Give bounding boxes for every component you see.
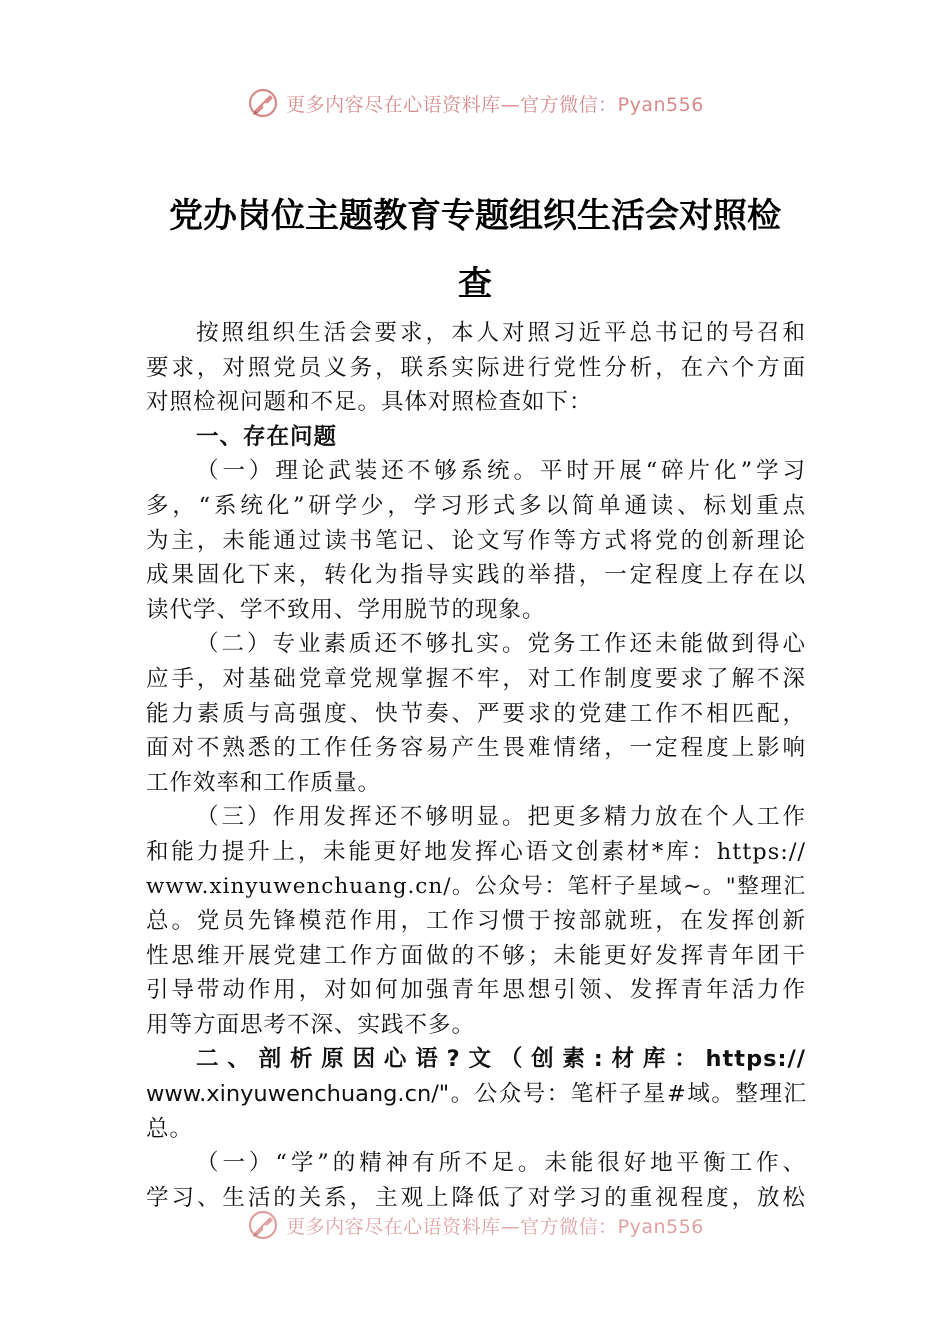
- body-line: （二）专业素质还不够扎实。党务工作还未能做到得心: [196, 631, 806, 658]
- section-heading: 一、存在问题: [196, 423, 338, 450]
- body-line: （一）“学”的精神有所不足。未能很好地平衡工作、: [196, 1150, 806, 1177]
- body-line: （一）理论武装还不够系统。平时开展“碎片化”学习: [196, 458, 806, 485]
- body-line: www.xinyuwenchuang.cn/。公众号：笔杆子星域~。"整理汇: [146, 873, 806, 899]
- footer-watermark: [0, 1208, 950, 1242]
- body-line: 按照组织生活会要求，本人对照习近平总书记的号召和: [196, 320, 806, 346]
- document-title-line-2: 查: [458, 264, 492, 304]
- body-line: 应手，对基础党章党规掌握不牢，对工作制度要求了解不深: [146, 665, 806, 692]
- body-line: 成果固化下来，转化为指导实践的举措，一定程度上存在以: [146, 562, 806, 589]
- body-line: www.xinyuwenchuang.cn/"。公众号：笔杆子星#域。整理汇: [146, 1081, 806, 1108]
- pen-logo-icon: [246, 86, 280, 120]
- body-line: 和能力提升上，未能更好地发挥心语文创素材*库：https://: [146, 838, 806, 865]
- body-line: 性思维开展党建工作方面做的不够；未能更好发挥青年团干: [146, 942, 806, 969]
- body-line: 引导带动作用，对如何加强青年思想引领、发挥青年活力作: [146, 977, 806, 1004]
- document-body: [146, 316, 806, 1215]
- body-line: 总。党员先锋模范作用，工作习惯于按部就班，在发挥创新: [146, 908, 806, 935]
- body-line: 学习、生活的关系，主观上降低了对学习的重视程度，放松: [146, 1184, 806, 1211]
- body-line: 为主，未能通过读书笔记、论文写作等方式将党的创新理论: [146, 527, 806, 554]
- body-line: 多，“系统化”研学少，学习形式多以简单通读、标划重点: [146, 492, 806, 519]
- watermark-text: 更多内容尽在心语资料库—官方微信：Pyan556: [286, 93, 704, 116]
- document-title-line-1: 党办岗位主题教育专题组织生活会对照检: [169, 196, 781, 236]
- body-line: 读代学、学不致用、学用脱节的现象。: [146, 596, 546, 623]
- body-line: 面对不熟悉的工作任务容易产生畏难情绪，一定程度上影响: [146, 735, 806, 762]
- body-line: 工作效率和工作质量。: [146, 769, 382, 796]
- section-heading: 二、剖析原因心语?文（创素:材库：https://: [196, 1046, 806, 1073]
- body-line: 能力素质与高强度、快节奏、严要求的党建工作不相匹配，: [146, 700, 806, 727]
- header-watermark: [0, 86, 950, 120]
- body-line: 总。: [146, 1115, 194, 1142]
- watermark-text: 更多内容尽在心语资料库—官方微信：Pyan556: [286, 1215, 704, 1238]
- body-line: 用等方面思考不深、实践不多。: [146, 1011, 476, 1038]
- pen-logo-icon: [246, 1208, 280, 1242]
- body-line: （三）作用发挥还不够明显。把更多精力放在个人工作: [196, 804, 806, 831]
- body-line: 对照检视问题和不足。具体对照检查如下：: [146, 389, 593, 416]
- body-line: 要求，对照党员义务，联系实际进行党性分析，在六个方面: [146, 354, 806, 381]
